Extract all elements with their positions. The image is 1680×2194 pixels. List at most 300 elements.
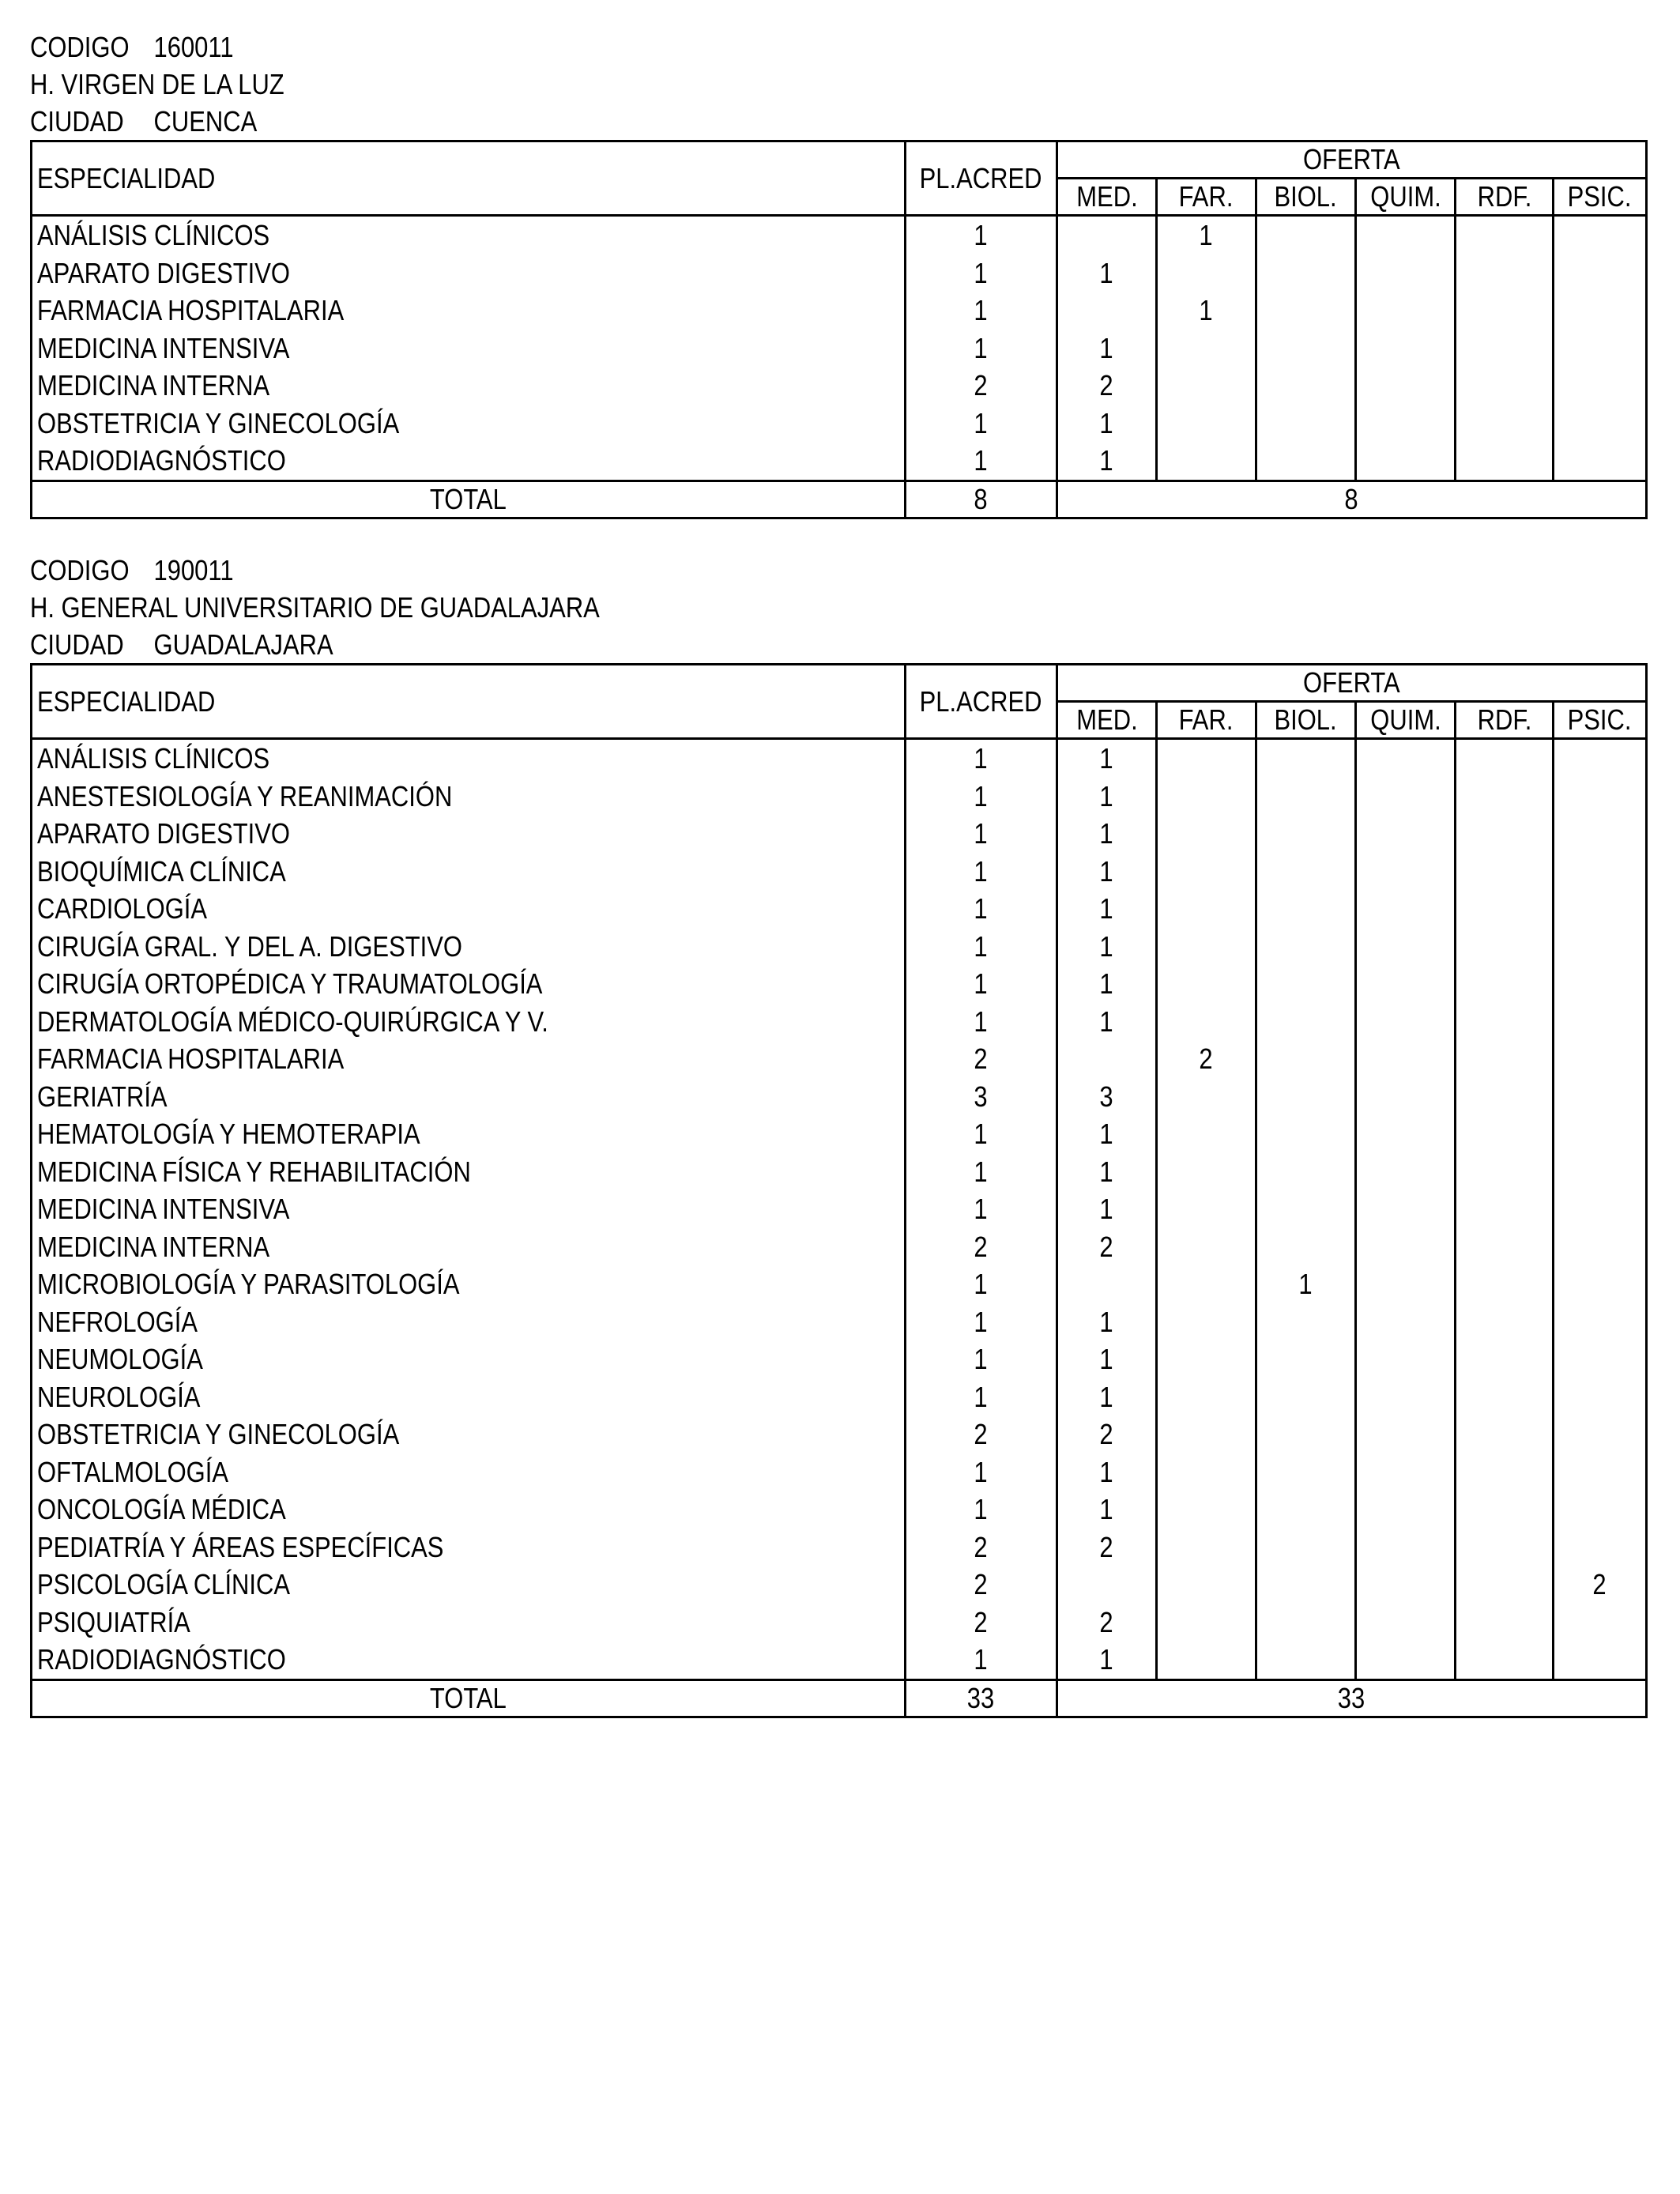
biol-cell [1256, 1340, 1356, 1378]
far-cell [1157, 1078, 1256, 1116]
placred-cell [906, 1566, 1057, 1604]
placred-cell-text: 1 [974, 406, 989, 439]
table-row [32, 778, 1647, 816]
header-placred: PL.ACRED [906, 665, 1057, 739]
placred-cell-text: 1 [974, 892, 989, 925]
med-cell [1057, 1040, 1157, 1078]
especialidad-cell-text: APARATO DIGESTIVO [37, 256, 290, 289]
header-placred: PL.ACRED [906, 141, 1057, 216]
header-oferta: OFERTA [1057, 141, 1647, 179]
especialidad-cell [32, 1491, 906, 1529]
med-cell [1057, 1228, 1157, 1266]
table-row [32, 1641, 1647, 1679]
far-cell [1157, 1003, 1256, 1041]
quim-cell [1356, 1190, 1456, 1228]
header-rdf: RDF. [1456, 702, 1554, 739]
table-row [32, 1491, 1647, 1529]
placred-cell [906, 442, 1057, 481]
psic-cell [1554, 1340, 1647, 1378]
table-row [32, 1340, 1647, 1378]
especialidad-cell-text: APARATO DIGESTIVO [37, 817, 290, 850]
placred-cell [906, 778, 1057, 816]
far-cell [1157, 1491, 1256, 1529]
total-label: TOTAL [32, 481, 906, 518]
far-cell [1157, 1604, 1256, 1642]
far-cell-text: 1 [1199, 219, 1214, 251]
psic-cell [1554, 1491, 1647, 1529]
rdf-cell [1456, 739, 1554, 778]
header-especialidad: ESPECIALIDAD [32, 665, 906, 739]
table-row [32, 1228, 1647, 1266]
placred-cell [906, 1303, 1057, 1341]
especialidad-cell [32, 1303, 906, 1341]
biol-cell [1256, 330, 1356, 368]
biol-cell [1256, 739, 1356, 778]
placred-cell [906, 1153, 1057, 1191]
med-cell-text: 1 [1099, 817, 1114, 850]
biol-cell [1256, 1040, 1356, 1078]
especialidad-cell-text: MEDICINA FÍSICA Y REHABILITACIÓN [37, 1155, 471, 1188]
rdf-cell [1456, 405, 1554, 443]
especialidad-cell-text: RADIODIAGNÓSTICO [37, 444, 286, 477]
especialidad-cell-text: OBSTETRICIA Y GINECOLOGÍA [37, 1418, 400, 1450]
total-oferta: 33 [1057, 1679, 1647, 1717]
especialidad-cell [32, 1228, 906, 1266]
placred-cell [906, 405, 1057, 443]
biol-cell [1256, 778, 1356, 816]
table-row [32, 1153, 1647, 1191]
quim-cell [1356, 1003, 1456, 1041]
med-cell-text: 1 [1099, 1305, 1114, 1338]
far-cell [1157, 216, 1256, 254]
rdf-cell [1456, 1153, 1554, 1191]
rdf-cell [1456, 890, 1554, 928]
codigo-line [30, 28, 1419, 66]
placred-cell [906, 1641, 1057, 1679]
especialidad-cell-text: CIRUGÍA GRAL. Y DEL A. DIGESTIVO [37, 929, 462, 963]
especialidad-cell-text: MEDICINA INTERNA [37, 1230, 270, 1263]
biol-cell [1256, 1078, 1356, 1116]
especialidad-cell [32, 1078, 906, 1116]
table-row [32, 1303, 1647, 1341]
plazas-table [30, 140, 1648, 519]
rdf-cell [1456, 442, 1554, 481]
table-row [32, 1604, 1647, 1642]
ciudad-line [30, 103, 1419, 140]
med-cell-text: 1 [1099, 444, 1114, 477]
psic-cell [1554, 330, 1647, 368]
psic-cell [1554, 739, 1647, 778]
especialidad-cell [32, 739, 906, 778]
table-row [32, 1190, 1647, 1228]
codigo-label: CODIGO [30, 31, 130, 63]
rdf-cell [1456, 778, 1554, 816]
rdf-cell [1456, 1491, 1554, 1529]
quim-cell [1356, 1641, 1456, 1679]
placred-cell-text: 3 [974, 1080, 989, 1113]
header-quim: QUIM. [1356, 702, 1456, 739]
especialidad-cell-text: MEDICINA INTENSIVA [37, 1193, 290, 1225]
table-row [32, 1566, 1647, 1604]
med-cell-text: 1 [1099, 406, 1114, 439]
placred-cell [906, 254, 1057, 292]
biol-cell [1256, 292, 1356, 330]
especialidad-cell [32, 965, 906, 1003]
especialidad-cell [32, 1190, 906, 1228]
especialidad-cell [32, 890, 906, 928]
codigo-value: 190011 [153, 554, 234, 586]
table-row [32, 1115, 1647, 1153]
med-cell-text: 1 [1099, 1343, 1114, 1375]
quim-cell [1356, 405, 1456, 443]
header-quim: QUIM. [1356, 179, 1456, 216]
especialidad-cell [32, 254, 906, 292]
quim-cell [1356, 216, 1456, 254]
far-cell [1157, 778, 1256, 816]
biol-cell [1256, 853, 1356, 891]
med-cell [1057, 405, 1157, 443]
total-placred: 33 [906, 1679, 1057, 1717]
placred-cell-text: 1 [974, 331, 989, 364]
rdf-cell [1456, 1190, 1554, 1228]
especialidad-cell [32, 442, 906, 481]
especialidad-cell [32, 1115, 906, 1153]
placred-cell-text: 1 [974, 219, 989, 251]
rdf-cell [1456, 1340, 1554, 1378]
table-row [32, 216, 1647, 254]
placred-cell-text: 2 [974, 1418, 989, 1450]
far-cell [1157, 1265, 1256, 1303]
med-cell-text: 1 [1099, 742, 1114, 775]
rdf-cell [1456, 1115, 1554, 1153]
biol-cell [1256, 1115, 1356, 1153]
med-cell-text: 2 [1099, 1605, 1114, 1638]
hospital-block [30, 28, 1645, 519]
rdf-cell [1456, 216, 1554, 254]
placred-cell [906, 216, 1057, 254]
especialidad-cell-text: MEDICINA INTERNA [37, 369, 270, 401]
far-cell [1157, 1303, 1256, 1341]
psic-cell [1554, 965, 1647, 1003]
far-cell [1157, 1340, 1256, 1378]
biol-cell [1256, 1303, 1356, 1341]
placred-cell-text: 1 [974, 1493, 989, 1525]
biol-cell-text: 1 [1298, 1268, 1313, 1300]
med-cell-text: 1 [1099, 967, 1114, 1000]
placred-cell-text: 1 [974, 1193, 989, 1225]
psic-cell [1554, 405, 1647, 443]
med-cell [1057, 216, 1157, 254]
far-cell [1157, 928, 1256, 966]
table-row [32, 928, 1647, 966]
med-cell-text: 1 [1099, 1380, 1114, 1413]
total-oferta: 8 [1057, 481, 1647, 518]
med-cell-text: 1 [1099, 779, 1114, 812]
med-cell-text: 1 [1099, 256, 1114, 289]
ciudad-label: CIUDAD [30, 628, 124, 661]
quim-cell [1356, 292, 1456, 330]
especialidad-cell-text: ANÁLISIS CLÍNICOS [37, 742, 270, 775]
quim-cell [1356, 367, 1456, 405]
especialidad-cell [32, 292, 906, 330]
quim-cell [1356, 1340, 1456, 1378]
rdf-cell [1456, 1303, 1554, 1341]
med-cell [1057, 1453, 1157, 1491]
header-biol: BIOL. [1256, 179, 1356, 216]
biol-cell [1256, 1566, 1356, 1604]
psic-cell [1554, 216, 1647, 254]
table-row [32, 739, 1647, 778]
rdf-cell [1456, 1228, 1554, 1266]
especialidad-cell-text: HEMATOLOGÍA Y HEMOTERAPIA [37, 1118, 420, 1150]
quim-cell [1356, 965, 1456, 1003]
especialidad-cell-text: PSICOLOGÍA CLÍNICA [37, 1568, 291, 1600]
psic-cell [1554, 1303, 1647, 1341]
header-biol: BIOL. [1256, 702, 1356, 739]
psic-cell [1554, 890, 1647, 928]
biol-cell [1256, 1190, 1356, 1228]
placred-cell [906, 815, 1057, 853]
table-row [32, 1003, 1647, 1041]
rdf-cell [1456, 1040, 1554, 1078]
med-cell [1057, 330, 1157, 368]
biol-cell [1256, 1153, 1356, 1191]
especialidad-cell [32, 853, 906, 891]
med-cell-text: 1 [1099, 1005, 1114, 1038]
especialidad-cell-text: NEUMOLOGÍA [37, 1343, 203, 1375]
biol-cell [1256, 442, 1356, 481]
rdf-cell [1456, 1378, 1554, 1416]
table-row [32, 1078, 1647, 1116]
especialidad-cell [32, 928, 906, 966]
quim-cell [1356, 853, 1456, 891]
far-cell [1157, 405, 1256, 443]
especialidad-cell-text: OBSTETRICIA Y GINECOLOGÍA [37, 406, 400, 439]
codigo-line [30, 552, 1419, 589]
far-cell [1157, 330, 1256, 368]
table-row [32, 367, 1647, 405]
ciudad-label: CIUDAD [30, 105, 124, 138]
especialidad-cell [32, 367, 906, 405]
psic-cell [1554, 254, 1647, 292]
med-cell [1057, 1003, 1157, 1041]
table-row [32, 1040, 1647, 1078]
especialidad-cell-text: RADIODIAGNÓSTICO [37, 1643, 286, 1676]
psic-cell [1554, 778, 1647, 816]
far-cell [1157, 815, 1256, 853]
table-row [32, 1529, 1647, 1566]
placred-cell-text: 2 [974, 1530, 989, 1563]
psic-cell [1554, 292, 1647, 330]
placred-cell [906, 1228, 1057, 1266]
quim-cell [1356, 1529, 1456, 1566]
med-cell [1057, 1491, 1157, 1529]
psic-cell [1554, 1604, 1647, 1642]
psic-cell [1554, 1378, 1647, 1416]
med-cell-text: 1 [1099, 1643, 1114, 1676]
rdf-cell [1456, 965, 1554, 1003]
header-especialidad: ESPECIALIDAD [32, 141, 906, 216]
quim-cell [1356, 815, 1456, 853]
biol-cell [1256, 890, 1356, 928]
med-cell-text: 1 [1099, 1155, 1114, 1188]
biol-cell [1256, 367, 1356, 405]
placred-cell [906, 1378, 1057, 1416]
placred-cell-text: 1 [974, 256, 989, 289]
especialidad-cell [32, 1416, 906, 1453]
biol-cell [1256, 1453, 1356, 1491]
especialidad-cell-text: ANÁLISIS CLÍNICOS [37, 219, 270, 251]
rdf-cell [1456, 1265, 1554, 1303]
med-cell [1057, 1190, 1157, 1228]
especialidad-cell-text: ONCOLOGÍA MÉDICA [37, 1493, 286, 1525]
especialidad-cell-text: ANESTESIOLOGÍA Y REANIMACIÓN [37, 779, 453, 812]
med-cell [1057, 292, 1157, 330]
especialidad-cell [32, 1003, 906, 1041]
especialidad-cell [32, 1265, 906, 1303]
header-far: FAR. [1157, 702, 1256, 739]
placred-cell-text: 2 [974, 1568, 989, 1600]
quim-cell [1356, 1604, 1456, 1642]
biol-cell [1256, 254, 1356, 292]
especialidad-cell-text: MICROBIOLOGÍA Y PARASITOLOGÍA [37, 1268, 460, 1300]
psic-cell-text: 2 [1592, 1568, 1607, 1600]
placred-cell [906, 1078, 1057, 1116]
psic-cell [1554, 928, 1647, 966]
quim-cell [1356, 1453, 1456, 1491]
especialidad-cell [32, 1378, 906, 1416]
placred-cell-text: 1 [974, 1005, 989, 1038]
far-cell [1157, 965, 1256, 1003]
header-rdf: RDF. [1456, 179, 1554, 216]
placred-cell-text: 1 [974, 1455, 989, 1488]
especialidad-cell [32, 1604, 906, 1642]
biol-cell [1256, 1641, 1356, 1679]
far-cell [1157, 1040, 1256, 1078]
far-cell [1157, 1115, 1256, 1153]
med-cell [1057, 778, 1157, 816]
especialidad-cell [32, 216, 906, 254]
quim-cell [1356, 1491, 1456, 1529]
placred-cell-text: 1 [974, 1305, 989, 1338]
biol-cell [1256, 1228, 1356, 1266]
especialidad-cell-text: FARMACIA HOSPITALARIA [37, 1042, 345, 1075]
med-cell [1057, 1416, 1157, 1453]
table-row [32, 965, 1647, 1003]
med-cell [1057, 1340, 1157, 1378]
far-cell [1157, 890, 1256, 928]
far-cell [1157, 1153, 1256, 1191]
med-cell [1057, 890, 1157, 928]
biol-cell [1256, 1378, 1356, 1416]
placred-cell [906, 890, 1057, 928]
placred-cell [906, 1416, 1057, 1453]
quim-cell [1356, 1378, 1456, 1416]
especialidad-cell [32, 1340, 906, 1378]
especialidad-cell-text: CIRUGÍA ORTOPÉDICA Y TRAUMATOLOGÍA [37, 967, 543, 1000]
far-cell [1157, 853, 1256, 891]
quim-cell [1356, 330, 1456, 368]
biol-cell [1256, 216, 1356, 254]
especialidad-cell-text: FARMACIA HOSPITALARIA [37, 294, 345, 326]
quim-cell [1356, 1153, 1456, 1191]
quim-cell [1356, 442, 1456, 481]
psic-cell [1554, 1115, 1647, 1153]
med-cell [1057, 1378, 1157, 1416]
table-row [32, 254, 1647, 292]
far-cell [1157, 1641, 1256, 1679]
especialidad-cell-text: BIOQUÍMICA CLÍNICA [37, 854, 286, 888]
rdf-cell [1456, 330, 1554, 368]
especialidad-cell [32, 1040, 906, 1078]
placred-cell [906, 1190, 1057, 1228]
header-med: MED. [1057, 702, 1157, 739]
quim-cell [1356, 1040, 1456, 1078]
psic-cell [1554, 1265, 1647, 1303]
especialidad-cell [32, 405, 906, 443]
psic-cell [1554, 1641, 1647, 1679]
placred-cell [906, 330, 1057, 368]
especialidad-cell-text: OFTALMOLOGÍA [37, 1455, 228, 1488]
especialidad-cell-text: MEDICINA INTENSIVA [37, 331, 290, 364]
placred-cell-text: 1 [974, 294, 989, 326]
med-cell [1057, 367, 1157, 405]
med-cell [1057, 1529, 1157, 1566]
psic-cell [1554, 815, 1647, 853]
placred-cell-text: 1 [974, 854, 989, 888]
placred-cell-text: 2 [974, 1042, 989, 1075]
biol-cell [1256, 1265, 1356, 1303]
especialidad-cell [32, 330, 906, 368]
especialidad-cell [32, 815, 906, 853]
psic-cell [1554, 1566, 1647, 1604]
med-cell-text: 1 [1099, 1493, 1114, 1525]
psic-cell [1554, 1529, 1647, 1566]
hospital-name: H. GENERAL UNIVERSITARIO DE GUADALAJARA [30, 591, 600, 624]
placred-cell-text: 2 [974, 1230, 989, 1263]
especialidad-cell [32, 1566, 906, 1604]
med-cell [1057, 965, 1157, 1003]
plazas-table [30, 663, 1648, 1718]
biol-cell [1256, 815, 1356, 853]
rdf-cell [1456, 1078, 1554, 1116]
psic-cell [1554, 1453, 1647, 1491]
far-cell [1157, 1529, 1256, 1566]
total-row [32, 481, 1647, 518]
hospital-block [30, 552, 1645, 1718]
med-cell-text: 2 [1099, 1530, 1114, 1563]
placred-cell [906, 1529, 1057, 1566]
placred-cell-text: 1 [974, 1380, 989, 1413]
especialidad-cell [32, 1641, 906, 1679]
quim-cell [1356, 1566, 1456, 1604]
psic-cell [1554, 1153, 1647, 1191]
placred-cell [906, 1115, 1057, 1153]
med-cell [1057, 1604, 1157, 1642]
psic-cell [1554, 1190, 1647, 1228]
med-cell-text: 1 [1099, 1118, 1114, 1150]
med-cell [1057, 1566, 1157, 1604]
ciudad-line [30, 626, 1419, 663]
med-cell-text: 1 [1099, 331, 1114, 364]
biol-cell [1256, 1604, 1356, 1642]
med-cell [1057, 1265, 1157, 1303]
especialidad-cell-text: DERMATOLOGÍA MÉDICO-QUIRÚRGICA Y V. [37, 1005, 548, 1038]
placred-cell-text: 1 [974, 1118, 989, 1150]
psic-cell [1554, 1228, 1647, 1266]
hospital-name: H. VIRGEN DE LA LUZ [30, 68, 284, 100]
med-cell [1057, 1641, 1157, 1679]
